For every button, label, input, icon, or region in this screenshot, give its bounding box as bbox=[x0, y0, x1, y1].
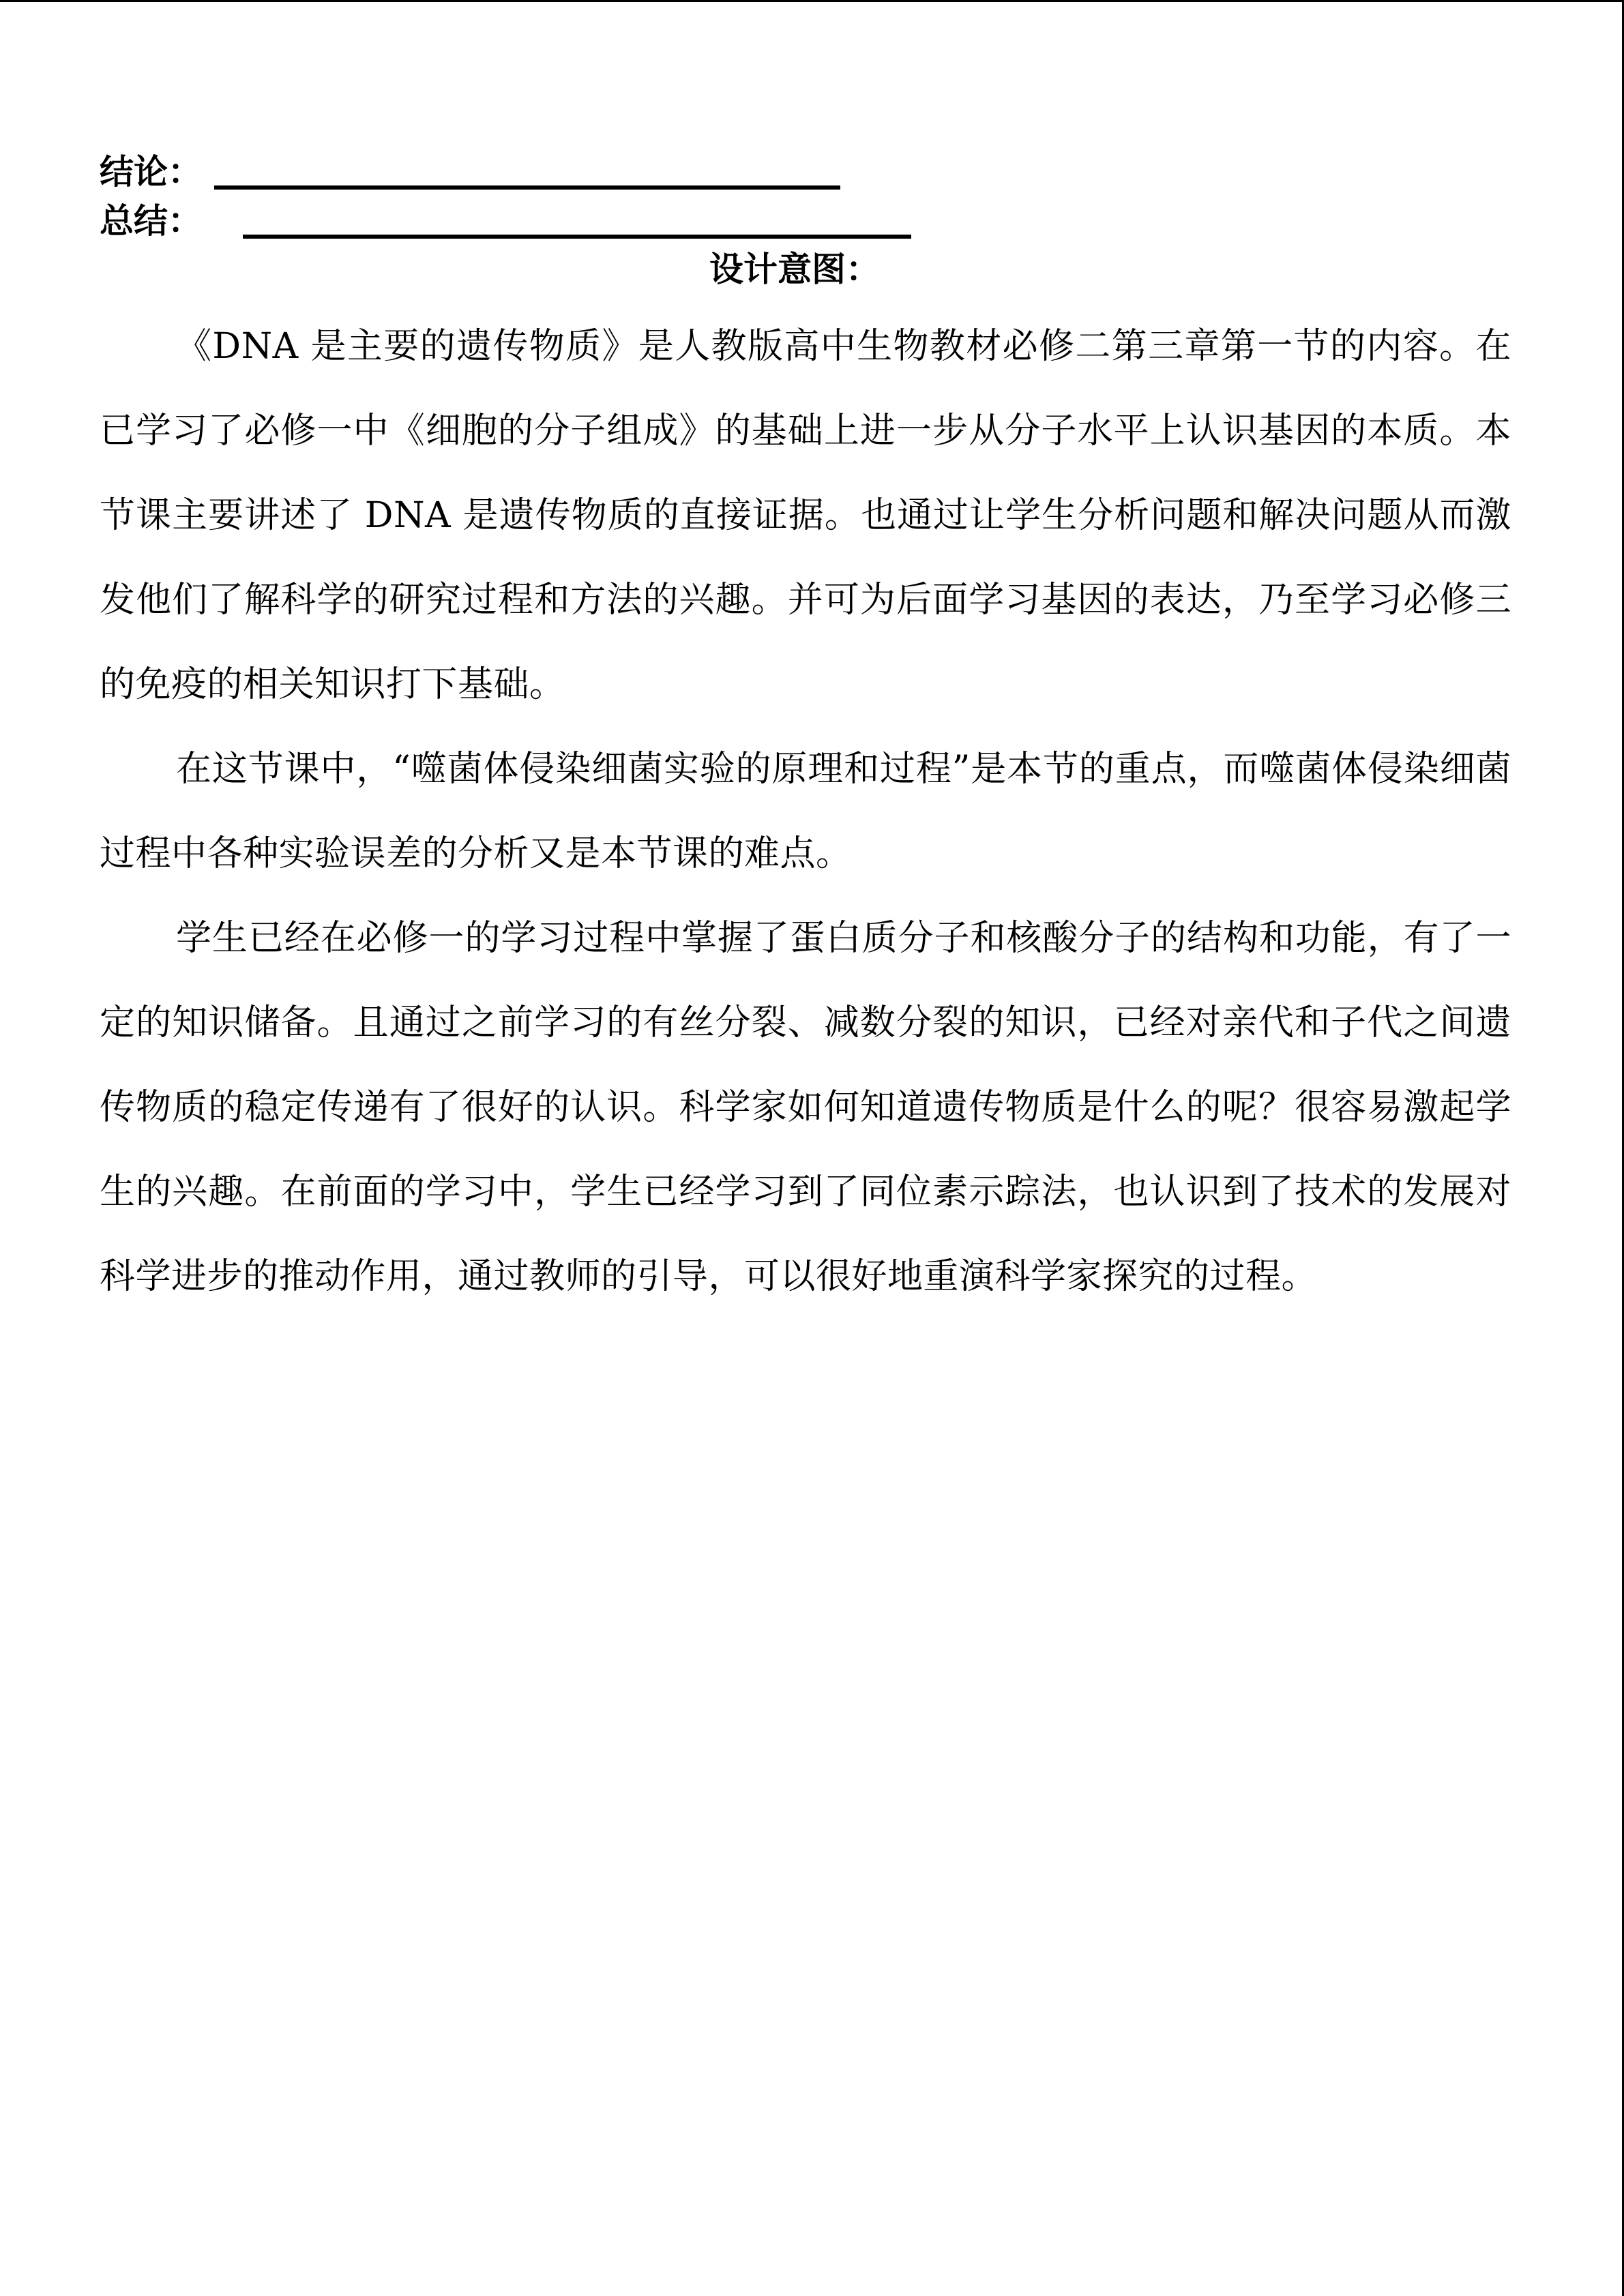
paragraph-student-analysis: 学生已经在必修一的学习过程中掌握了蛋白质分子和核酸分子的结构和功能，有了一定的知识储备。且通过之前学习的有丝分裂、减数分裂的知识，已经对亲代和子代之间遗传物质的稳定传递有了很好的认识。科学家如何知道遗传物质是什么的呢？很容易激起学生的兴趣。在前面的学习中，学生已经学习到了同位素示踪法，也认识到了技术的发展对科学进步的推动作用，通过教师的引导，可以很好地重演科学家探究的过程。 bbox=[100, 918, 1511, 1297]
design-intent-body bbox=[100, 304, 1511, 1319]
summary-field bbox=[100, 194, 911, 241]
page-border-top bbox=[0, 0, 1624, 2]
paragraph-textbook-context: 《DNA 是主要的遗传物质》是人教版高中生物教材必修二第三章第一节的内容。在已学习了必修一中《细胞的分子组成》的基础上进一步从分子水平上认识基因的本质。本节课主要讲述了 DNA 是遗传物质的直接证据。也通过让学生分析问题和解决问题从而激发他们了解科学的研究过程和方法的兴趣。并可为后面学习基因的表达，乃至学习必修三的免疫的相关知识打下基础。 bbox=[100, 326, 1511, 705]
conclusion-label: 结论： bbox=[100, 152, 202, 192]
conclusion-field bbox=[100, 145, 840, 192]
summary-blank-line[interactable] bbox=[243, 235, 911, 239]
paragraph-key-difficult-points: 在这节课中，“噬菌体侵染细菌实验的原理和过程”是本节的重点，而噬菌体侵染细菌过程中各种实验误差的分析又是本节课的难点。 bbox=[100, 749, 1511, 874]
section-title-design-intent: 设计意图： bbox=[709, 250, 880, 289]
conclusion-blank-line[interactable] bbox=[214, 185, 840, 190]
summary-label: 总结： bbox=[100, 201, 202, 241]
